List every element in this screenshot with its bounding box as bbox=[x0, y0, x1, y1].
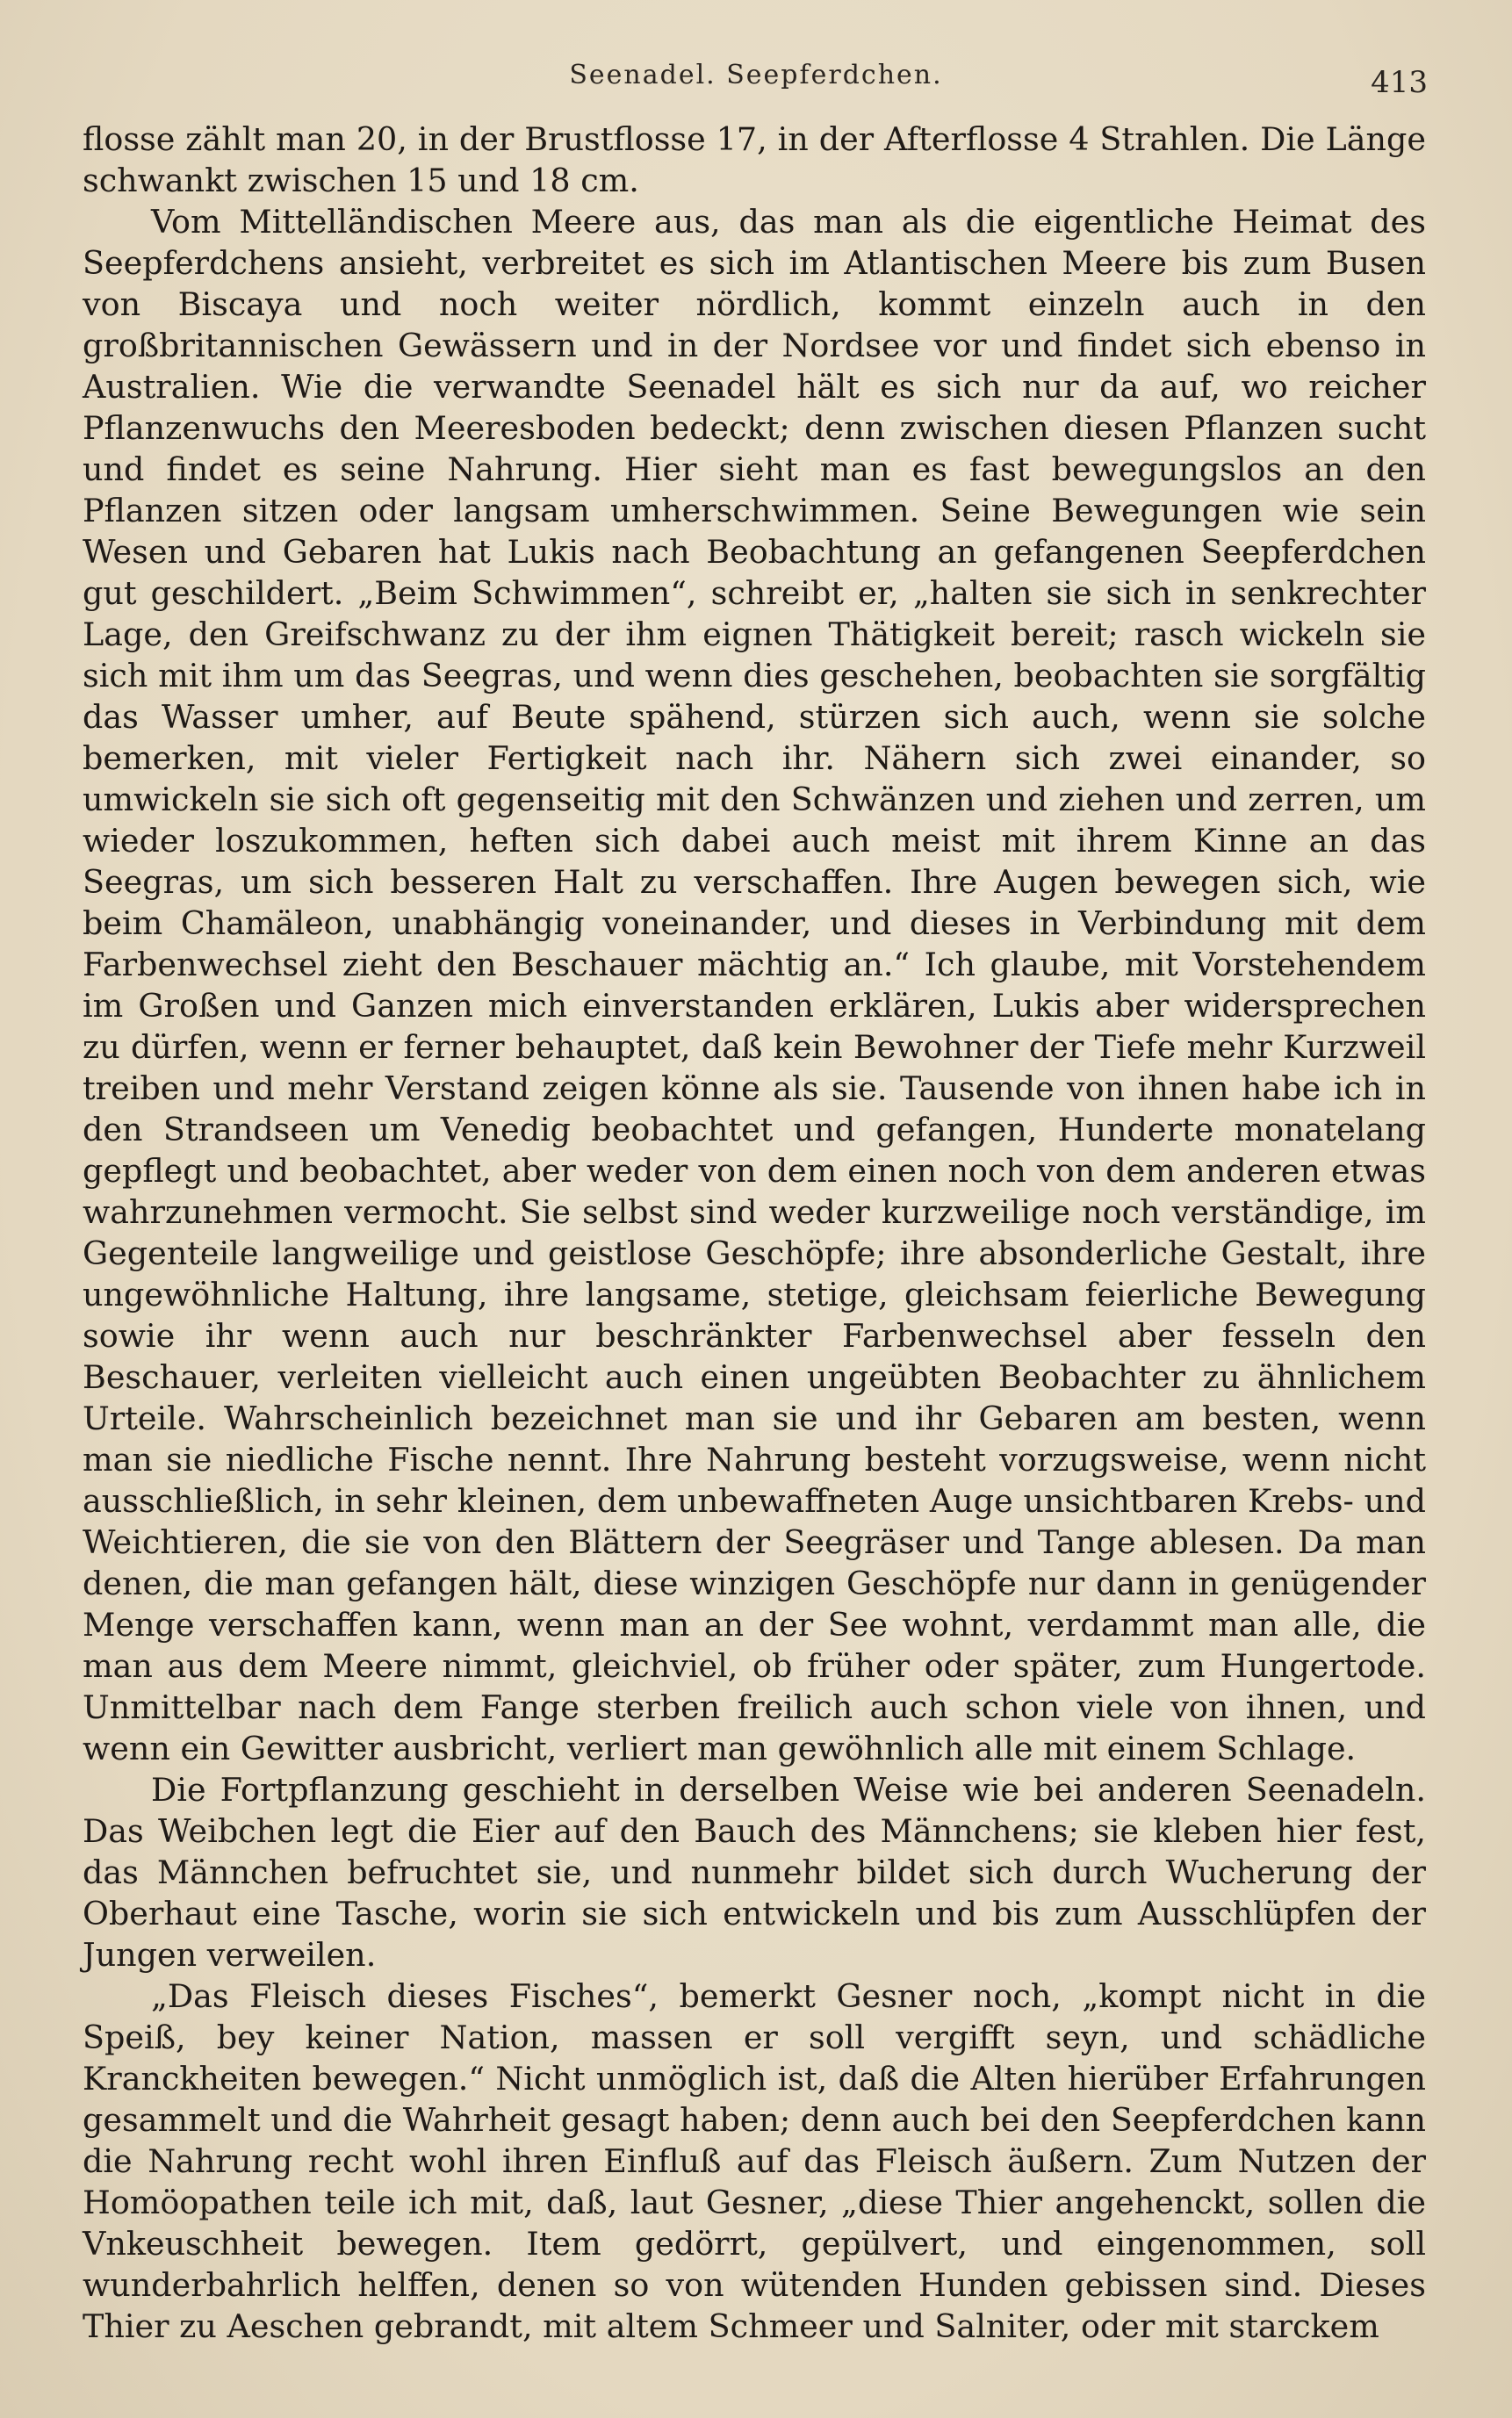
running-title: Seenadel. Seepferdchen. bbox=[569, 60, 943, 90]
paragraph-continuation: flosse zählt man 20, in der Brustflosse 17, in der Afterflosse 4 Strahlen. Die Länge schwankt zwischen 15 und 18 cm. bbox=[83, 120, 1426, 199]
page-header bbox=[84, 60, 1428, 104]
paragraph-reproduction: Die Fortpflanzung geschieht in derselben Weise wie bei anderen Seenadeln. Das Weibchen legt die Eier auf den Bauch des Männchens; sie kleben hier fest, das Männchen befruchtet sie, und nunmehr bildet sich durch Wucherung der Oberhaut eine Tasche, worin sie sich entwickeln und bis zum Ausschlüpfen der Jungen verweilen. bbox=[83, 1771, 1426, 1974]
paragraph-gesner: „Das Fleisch dieses Fisches“, bemerkt Gesner noch, „kompt nicht in die Speiß, bey keiner Nation, massen er soll vergifft seyn, und schädliche Kranckheiten bewegen.“ Nicht unmöglich ist, daß die Alten hierüber Erfahrungen gesammelt und die Wahrheit gesagt haben; denn auch bei den Seepferdchen kann die Nahrung recht wohl ihren Einfluß auf das Fleisch äußern. Zum Nutzen der Homöopathen teile ich mit, daß, laut Gesner, „diese Thier angehenckt, sollen die Vnkeuschheit bewegen. Item gedörrt, gepülvert, und eingenommen, soll wunderbahrlich helffen, denen so von wütenden Hunden gebissen sind. Dieses Thier zu Aeschen gebrandt, mit altem Schmeer und Salniter, oder mit starckem bbox=[83, 1977, 1426, 2345]
page-number: 413 bbox=[1371, 65, 1428, 100]
paragraph-habitat: Vom Mittelländischen Meere aus, das man als die eigentliche Heimat des Seepferdchens ansieht, verbreitet es sich im Atlantischen Meere bis zum Busen von Biscaya und noch weiter nördlich, kommt einzeln auch in den großbritannischen Gewässern und in der Nordsee vor und findet sich ebenso in Australien. Wie die verwandte Seenadel hält es sich nur da auf, wo reicher Pflanzenwuchs den Meeresboden bedeckt; denn zwischen diesen Pflanzen sucht und findet es seine Nahrung. Hier sieht man es fast bewegungslos an den Pflanzen sitzen oder langsam umherschwimmen. Seine Bewegungen wie sein Wesen und Gebaren hat Lukis nach Beobachtung an gefangenen Seepferdchen gut geschildert. „Beim Schwimmen“, schreibt er, „halten sie sich in senkrechter Lage, den Greifschwanz zu der ihm eignen Thätigkeit bereit; rasch wickeln sie sich mit ihm um das Seegras, und wenn dies geschehen, beobachten sie sorgfältig das Wasser umher, auf Beute spähend, stürzen sich auch, wenn sie solche bemerken, mit vieler Fertigkeit nach ihr. Nähern sich zwei einander, so umwickeln sie sich oft gegenseitig mit den Schwänzen und ziehen und zerren, um wieder loszukommen, heften sich dabei auch meist mit ihrem Kinne an das Seegras, um sich besseren Halt zu verschaffen. Ihre Augen bewegen sich, wie beim Chamäleon, unabhängig voneinander, und dieses in Verbindung mit dem Farbenwechsel zieht den Beschauer mächtig an.“ Ich glaube, mit Vorstehendem im Großen und Ganzen mich einverstanden erklären, Lukis aber widersprechen zu dürfen, wenn er ferner behauptet, daß kein Bewohner der Tiefe mehr Kurzweil treiben und mehr Verstand zeigen könne als sie. Tausende von ihnen habe ich in den Strandseen um Venedig beobachtet und gefangen, Hunderte monatelang gepflegt und beobachtet, aber weder von dem einen noch von dem anderen etwas wahrzunehmen vermocht. Sie selbst sind weder kurzweilige noch verständige, im Gegenteile langweilige und geistlose Geschöpfe; ihre absonderliche Gestalt, ihre ungewöhnliche Haltung, ihre langsame, stetige, gleichsam feierliche Bewegung sowie ihr wenn auch nur beschränkter Farbenwechsel aber fesseln den Beschauer, verleiten vielleicht auch einen ungeübten Beobachter zu ähnlichem Urteile. Wahrscheinlich bezeichnet man sie und ihr Gebaren am besten, wenn man sie niedliche Fische nennt. Ihre Nahrung besteht vorzugsweise, wenn nicht ausschließlich, in sehr kleinen, dem unbewaffneten Auge unsichtbaren Krebs- und Weichtieren, die sie von den Blättern der Seegräser und Tange ablesen. Da man denen, die man gefangen hält, diese winzigen Geschöpfe nur dann in genügender Menge verschaffen kann, wenn man an der See wohnt, verdammt man alle, die man aus dem Meere nimmt, gleichviel, ob früher oder später, zum Hungertode. Unmittelbar nach dem Fange sterben freilich auch schon viele von ihnen, und wenn ein Gewitter ausbricht, verliert man gewöhnlich alle mit einem Schlage. bbox=[83, 203, 1426, 1767]
body-text bbox=[83, 119, 1426, 2347]
